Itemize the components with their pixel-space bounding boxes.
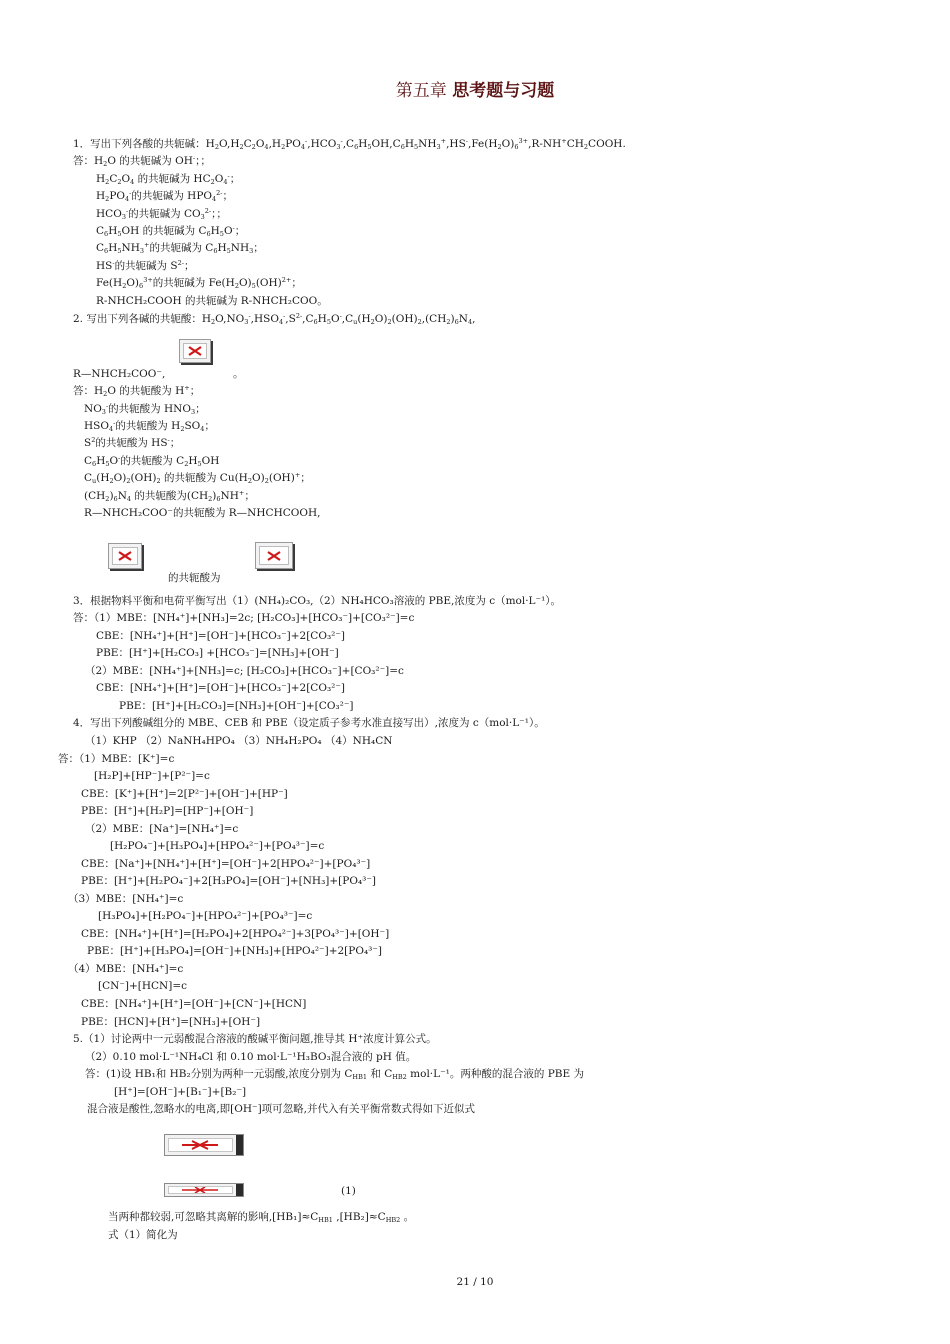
q4-answer-line: [CN⁻]+[HCN]=c [98,980,188,992]
equation-image [164,1134,244,1156]
q2-answer-6: $C_u(H_2O)_2(OH)_2$ 的共轭酸为 $Cu(H_2O)_2(OH)^+$； [84,471,311,485]
q4-answer-line: CBE：[Na⁺]+[NH₄⁺]+[H⁺]=[OH⁻]+2[HPO₄²⁻]+[PO₄³⁻] [81,858,371,870]
q3-answer-1: 答：（1）MBE：[NH₄⁺]+[NH₃]=2c; [H₂CO₃]+[HCO₃⁻]+[CO₃²⁻]=c [73,612,415,624]
q5-answer-2: 混合液是酸性,忽略水的电离,即[OH⁻]项可忽略,并代入有关平衡常数式得如下近似式 [87,1103,476,1115]
q3-answer-4: （2）MBE：[NH₄⁺]+[NH₃]=c; [H₂CO₃]+[HCO₃⁻]+[CO₃²⁻]=c [85,665,404,677]
q5-answer-4: 式（1）简化为 [108,1229,178,1241]
q4-answer-line: PBE：[HCN]+[H⁺]=[NH₃]+[OH⁻] [81,1016,261,1028]
q5-answer-1: 答：(1)设 HB₁和 HB₂分别为两种一元弱酸,浓度分别为 $C_{HB1}$ 和 $C_{HB2}$ mol·L⁻¹。两种酸的混合液的 PBE 为 [85,1068,584,1081]
q1-answer-3: $H_2PO_4^-$的共轭碱为 $HPO_4^{2-}$； [96,189,233,203]
broken-image-icon [108,543,142,569]
q1-answer-4: $HCO_3^-$的共轭碱为 $CO_3^{2-}$；； [96,207,227,221]
q2-answer-8: R—NHCH₂COO⁻的共轭酸为 R—NHCHCOOH, [84,507,321,519]
q1-answer-2: $H_2C_2O_4$ 的共轭碱为 $HC_2O_4^-$； [96,172,241,186]
q1-answer-8: $Fe(H_2O)_6^{3+}$的共轭碱为 $Fe(H_2O)_5(OH)^{2+}$； [96,276,302,290]
q3-answer-3: PBE：[H⁺]+[H₂CO₃] +[HCO₃⁻]=[NH₃]+[OH⁻] [96,647,339,659]
equation-number: (1) [341,1185,356,1197]
q2-answer-7: $(CH_2)_6N_4$ 的共轭酸为$(CH_2)_6NH^+$； [84,489,255,503]
q4-answer-line: CBE：[NH₄⁺]+[H⁺]=[H₂PO₄]+2[HPO₄²⁻]+3[PO₄³⁻]+[OH⁻] [81,928,390,940]
q5-question-1: 5.（1）讨论两中一元弱酸混合溶液的酸碱平衡问题,推导其 H⁺浓度计算公式。 [73,1033,437,1045]
q3-answer-5: CBE：[NH₄⁺]+[H⁺]=[OH⁻]+[HCO₃⁻]+2[CO₃²⁻] [96,682,346,694]
q1-answer-1: 答：$H_2O$ 的共轭碱为 OH-；； [73,154,211,168]
equation-image [164,1183,244,1197]
page-number: 21 / 10 [456,1276,494,1288]
q4-answer-line: PBE：[H⁺]+[H₂PO₄⁻]+2[H₃PO₄]=[OH⁻]+[NH₃]+[PO₄³⁻] [81,875,377,887]
q3-question: 3．根据物料平衡和电荷平衡写出（1）(NH₄)₂CO₃,（2）NH₄HCO₃溶液的 PBE,浓度为 c（mol·L⁻¹）。 [73,595,562,607]
q4-answer-line: （3）MBE：[NH₄⁺]=c [68,893,184,905]
q4-answer-line: （4）MBE：[NH₄⁺]=c [68,963,184,975]
q4-answer-line: CBE：[NH₄⁺]+[H⁺]=[OH⁻]+[CN⁻]+[HCN] [81,998,307,1010]
q2-answer-1: 答：$H_2O$ 的共轭酸为 H+； [73,384,201,398]
q3-answer-6: PBE：[H⁺]+[H₂CO₃]=[NH₃]+[OH⁻]+[CO₃²⁻] [119,700,354,712]
q2-item-period: 。 [233,368,244,380]
q2-item-rnhch2coo: R—NHCH₂COO⁻, [73,368,166,380]
q2-answer-9: 的共轭酸为 [168,572,221,584]
q1-answer-7: HS-的共轭碱为 $S^{2-}$； [96,259,195,272]
q5-answer-3: 当两种都较弱,可忽略其离解的影响$,[HB_1]\approx C_{HB1}$ $,[HB_2]\approx C_{HB2}$ 。 [108,1211,415,1224]
q4-items: （1）KHP （2）NaNH₄HPO₄ （3）NH₄H₂PO₄ （4）NH₄CN [85,735,393,747]
q3-answer-2: CBE：[NH₄⁺]+[H⁺]=[OH⁻]+[HCO₃⁻]+2[CO₃²⁻] [96,630,346,642]
q1-question: 1．写出下列各酸的共轭碱：$H_2O,H_2C_2O_4,H_2PO_4^-,HCO_3^-,C_6H_5OH,C_6H_5NH_3^+,HS^-,Fe(H_2O)_6^{3+},R-NH^+CH_2COOH$. [73,137,626,151]
q1-answer-5: $C_6H_5OH$ 的共轭碱为 $C_6H_5O^-$； [96,224,246,238]
q2-answer-3: $HSO_4^-$的共轭酸为 $H_2SO_4$； [84,419,215,433]
q4-question: 4．写出下列酸碱组分的 MBE、CEB 和 PBE（设定质子参考水准直接写出）,浓度为 c（mol·L⁻¹）。 [73,717,545,729]
q5-pbe: [H⁺]=[OH⁻]+[B₁⁻]+[B₂⁻] [114,1086,247,1098]
q4-answer-line: CBE：[K⁺]+[H⁺]=2[P²⁻]+[OH⁻]+[HP⁻] [81,788,288,800]
q5-question-2: （2）0.10 mol·L⁻¹NH₄Cl 和 0.10 mol·L⁻¹H₃BO₃混合液的 pH 值。 [85,1051,417,1063]
broken-image-icon [179,339,211,363]
broken-image-icon [255,542,293,569]
page-title: 第五章 思考题与习题 [395,81,555,101]
q1-answer-9: R-NHCH₂COOH 的共轭碱为 R-NHCH₂COO。 [96,295,328,307]
q2-answer-4: $S^2$的共轭酸为 HS-； [84,436,181,449]
q4-answer-line: （2）MBE：[Na⁺]=[NH₄⁺]=c [85,823,239,835]
q4-answer-line: PBE：[H⁺]+[H₂P]=[HP⁻]+[OH⁻] [81,805,254,817]
q4-answer-line: 答：（1）MBE：[K⁺]=c [58,753,175,765]
q4-answer-line: [H₂PO₄⁻]+[H₃PO₄]+[HPO₄²⁻]+[PO₄³⁻]=c [110,840,325,852]
q4-answer-line: PBE：[H⁺]+[H₃PO₄]=[OH⁻]+[NH₃]+[HPO₄²⁻]+2[PO₄³⁻] [87,945,383,957]
q4-answer-line: [H₂P]+[HP⁻]+[P²⁻]=c [94,770,210,782]
q1-answer-6: $C_6H_5NH_3^+$的共轭碱为 $C_6H_5NH_3$； [96,241,264,255]
q2-answer-2: $NO_3^-$的共轭酸为 $HNO_3$； [84,402,206,416]
q4-answer-line: [H₃PO₄]+[H₂PO₄⁻]+[HPO₄²⁻]+[PO₄³⁻]=c [98,910,313,922]
q2-answer-5: $C_6H_5O^-$的共轭酸为 $C_2H_5OH$ [84,454,220,468]
q2-question: 2. 写出下列各碱的共轭酸：$H_2O,NO_3^-,HSO_4^-,S^{2-},C_6H_5O^-,C_u(H_2O)_2(OH)_2,(CH_2)_6N_4$, [73,312,476,326]
